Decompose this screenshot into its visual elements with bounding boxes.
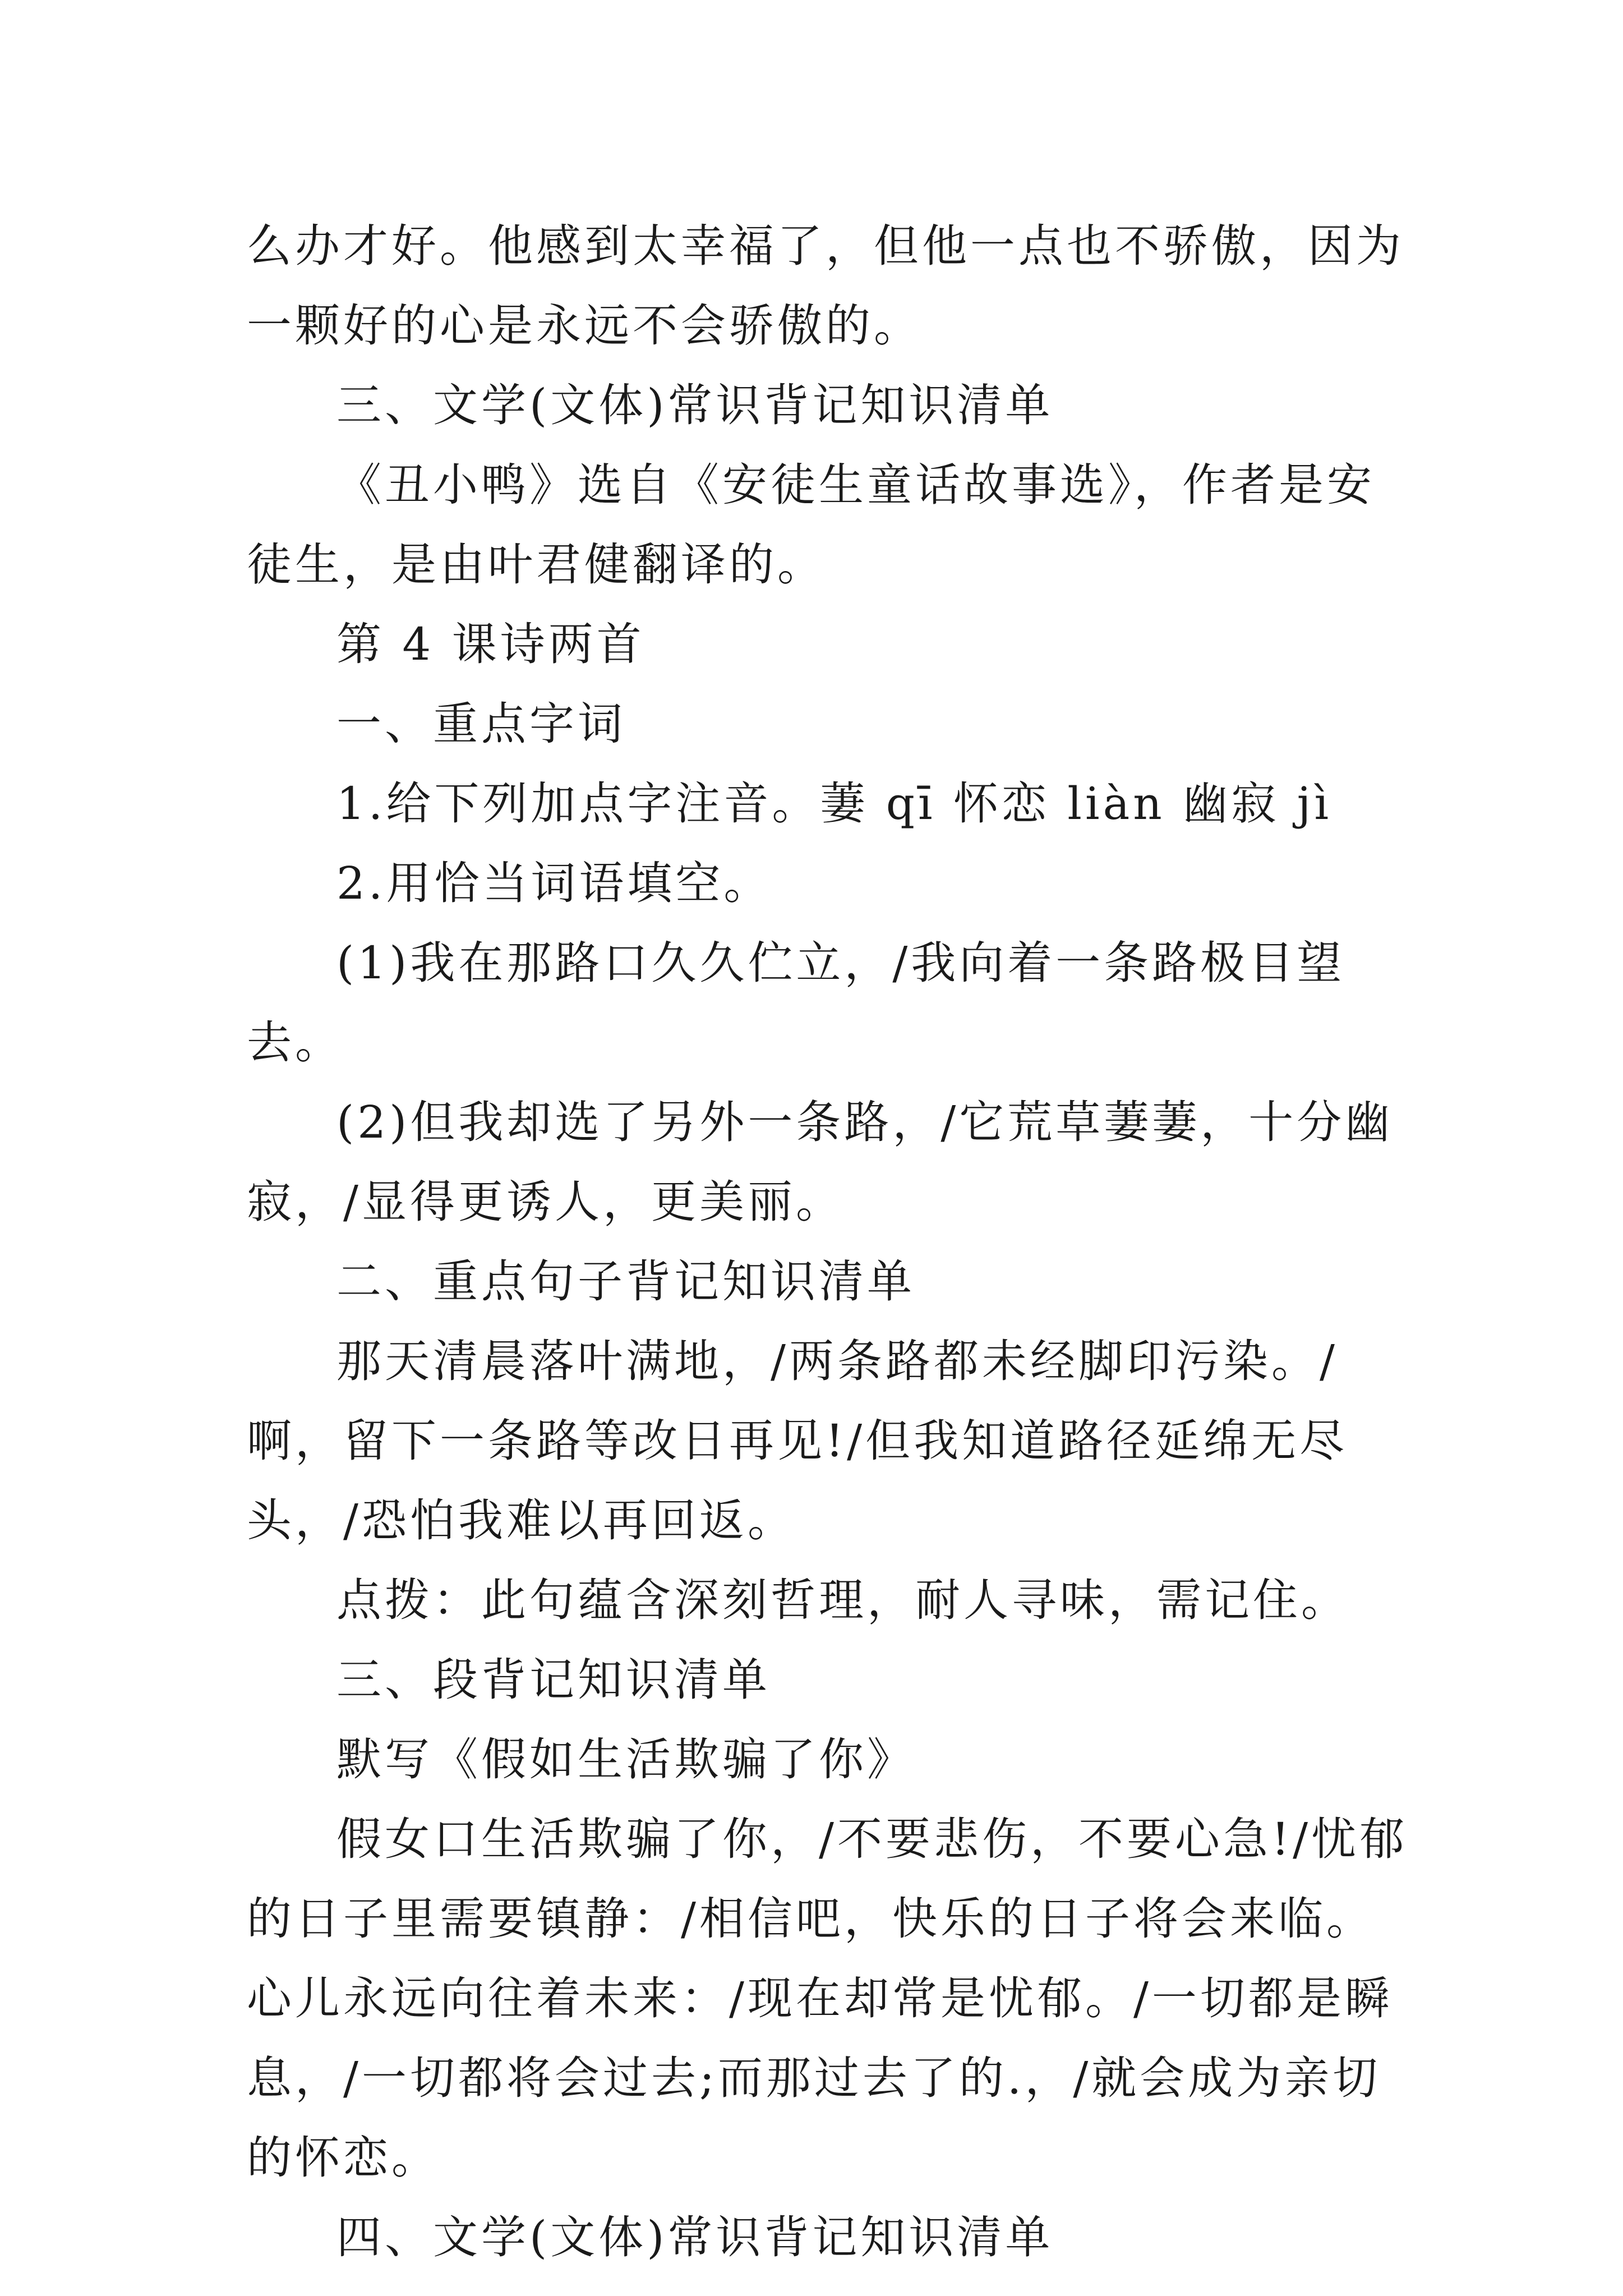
paragraph-tip: 点拨：此句蕴含深刻哲理，耐人寻味，需记住。: [336, 1574, 1349, 1626]
exercise-item-2: (2)但我却选了另外一条路，/它荒草萋萋，十分幽寂，/显得更诱人，更美丽。: [247, 1096, 1394, 1228]
exercise-item-1: (1)我在那路口久久伫立，/我向着一条路极目望去。: [247, 937, 1345, 1069]
lesson-title: 第 4 课诗两首: [336, 618, 645, 670]
section-heading-passage: 三、段背记知识清单: [336, 1654, 771, 1706]
section-heading-key-sentences: 二、重点句子背记知识清单: [336, 1255, 915, 1308]
poem-text: 假女口生活欺骗了你，/不要悲伤，不要心急!/忧郁的日子里需要镇静：/相信吧，快乐的日子将会来临。心儿永远向往着未来：/现在却常是忧郁。/一切都是瞬息，/一切都将会过去;而那过去了的.，/就会成为亲切的怀恋。: [247, 1813, 1408, 2184]
paragraph-key-sentence: 那天清晨落叶满地，/两条路都未经脚印污染。/啊，留下一条路等改日再见!/但我知道路径延绵无尽头，/恐怕我难以再回返。: [247, 1335, 1348, 1547]
document-body: [247, 206, 1419, 2277]
section-heading-literature-knowledge-2: 四、文学(文体)常识背记知识清单: [336, 2211, 1054, 2263]
paragraph-continuation: 么办才好。他感到太幸福了，但他一点也不骄傲，因为一颗好的心是永远不会骄傲的。: [247, 220, 1404, 352]
poem-title-line: 默写《假如生活欺骗了你》: [336, 1733, 915, 1786]
section-heading-literature-knowledge: 三、文学(文体)常识背记知识清单: [336, 379, 1054, 431]
exercise-pinyin: 1.给下列加点字注音。萋 qī 怀恋 liàn 幽寂 jì: [336, 777, 1332, 830]
section-heading-key-words: 一、重点字词: [336, 698, 626, 750]
exercise-fill-in: 2.用恰当词语填空。: [336, 857, 772, 909]
paragraph-ugly-duckling-source: 《丑小鸭》选自《安徒生童话故事选》，作者是安徒生，是由叶君健翻译的。: [247, 459, 1375, 591]
